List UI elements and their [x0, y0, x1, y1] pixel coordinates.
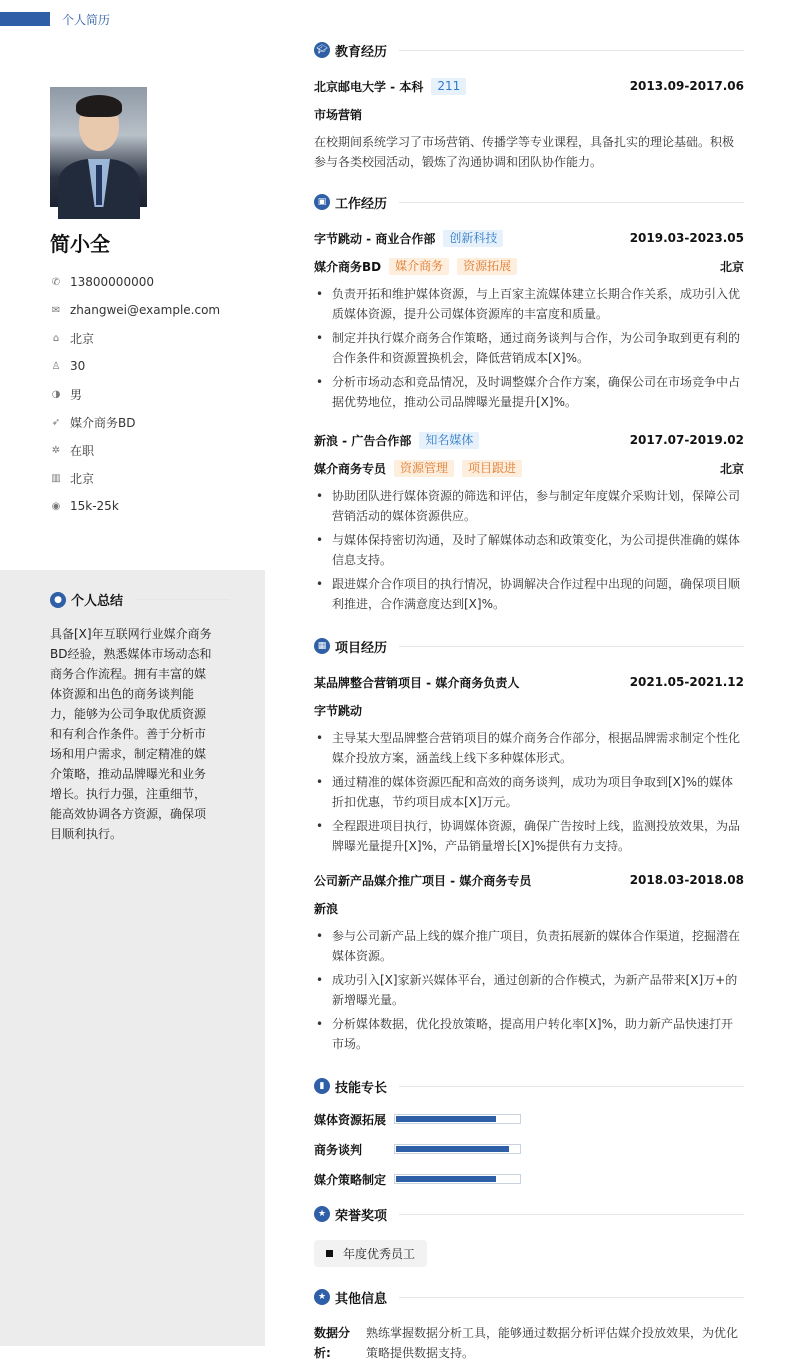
bullet-item: • 与媒体保持密切沟通，及时了解媒体动态和政策变化，为公司提供准确的媒体信息支持。: [314, 530, 744, 570]
city-icon: ▥: [51, 472, 61, 484]
project-org-line: [314, 898, 744, 918]
projects-title: 项目经历: [335, 640, 388, 656]
skill-bar-fill: [396, 1116, 496, 1122]
section-divider: [399, 646, 744, 647]
spacer: [314, 416, 744, 430]
section-divider: [399, 202, 744, 203]
summary-title: 个人总结: [71, 594, 124, 609]
bullet-item: • 跟进媒介合作项目的执行情况，协调解决合作过程中出现的问题，确保项目顺利推进，合作满意度达到[X]%。: [314, 574, 744, 614]
bar-chart-icon: ▮: [314, 1078, 330, 1094]
education-date: 2013.09-2017.06: [629, 79, 744, 93]
work-title: 工作经历: [335, 196, 388, 212]
skill-bar-fill: [396, 1176, 496, 1182]
project-org: 字节跳动: [314, 703, 363, 718]
work-city: 北京: [719, 461, 744, 476]
info-row: [50, 352, 260, 380]
award-name: 年度优秀员工: [343, 1247, 416, 1261]
work-role: 媒介商务BD: [314, 259, 382, 274]
info-value: 15k-25k: [70, 499, 119, 513]
section-divider: [399, 1086, 744, 1087]
skills-section-header: [314, 1076, 744, 1096]
bullet-item: • 全程跟进项目执行，协调媒体资源，确保广告按时上线，监测投放效果，为品牌曝光量提升[X]%，产品销量增长[X]%提供有力支持。: [314, 816, 744, 856]
award-icon: ★: [314, 1206, 330, 1222]
bullet-item: • 制定并执行媒介商务合作策略，通过商务谈判与合作，为公司争取到更有利的合作条件和资源置换机会，降低营销成本[X]%。: [314, 328, 744, 368]
work-list: [314, 212, 744, 614]
info-value: 北京: [70, 331, 95, 346]
profile-info-list: [50, 268, 260, 520]
summary-section-header: [50, 590, 230, 609]
work-entry-left: [314, 230, 503, 247]
avatar: [50, 87, 147, 207]
skill-bar: [394, 1174, 521, 1184]
section-divider: [399, 1297, 744, 1298]
info-row: [50, 380, 260, 408]
project-date: 2021.05-2021.12: [629, 675, 744, 689]
education-description: 在校期间系统学习了市场营销、传播学等专业课程，具备扎实的理论基础。积极参与各类校园活动，锻炼了沟通协调和团队协作能力。: [314, 135, 735, 169]
gender-icon: ◑: [51, 388, 61, 400]
project-org: 新浪: [314, 901, 339, 916]
bullet-item: • 负责开拓和维护媒体资源，与上百家主流媒体建立长期合作关系，成功引入优质媒体资源，提升公司媒体资源库的丰富度和质量。: [314, 284, 744, 324]
profile-name: 简小全: [50, 232, 110, 256]
section-divider: [399, 1214, 744, 1215]
graduation-cap-icon: 🎓︎: [314, 42, 330, 58]
spacer: [314, 450, 744, 458]
bullet-item: • 主导某大型品牌整合营销项目的媒介商务合作部分，根据品牌需求制定个性化媒介投放方案，涵盖线上线下多种媒体形式。: [314, 728, 744, 768]
projects-section-header: [314, 636, 744, 656]
bullet-item: • 分析市场动态和竞品情况，及时调整媒介合作方案，确保公司在市场竞争中占据优势地位，推动公司品牌曝光量提升[X]%。: [314, 372, 744, 412]
work-role-line: [314, 256, 744, 276]
home-icon: ⌂: [52, 332, 60, 344]
other-info-key: 数据分析:: [314, 1326, 351, 1360]
bullet-item: • 分析媒体数据，优化投放策略，提高用户转化率[X]%，助力新产品快速打开市场。: [314, 1014, 744, 1054]
work-role-left: [314, 258, 517, 275]
info-row: [50, 436, 260, 464]
section-divider: [135, 599, 230, 600]
education-major-line: [314, 104, 744, 124]
info-row: [50, 324, 260, 352]
other-info-value: 熟练掌握数据分析工具，能够通过数据分析评估媒介投放效果，为优化策略提供数据支持。: [366, 1326, 739, 1360]
awards-section-header: [314, 1204, 744, 1224]
project-entry-header: [314, 672, 744, 692]
bullet-item: • 成功引入[X]家新兴媒体平台，通过创新的合作模式，为新产品带来[X]万+的新增曝光量。: [314, 970, 744, 1010]
skill-bar: [394, 1114, 521, 1124]
square-bullet-icon: [326, 1250, 333, 1257]
grid-icon: ▦: [314, 638, 330, 654]
skill-bar: [394, 1144, 521, 1154]
section-divider: [399, 50, 744, 51]
status-icon: ✲: [51, 444, 61, 456]
skill-item: [314, 1104, 536, 1134]
info-row: [50, 296, 260, 324]
project-date: 2018.03-2018.08: [629, 873, 744, 887]
skill-name: 媒介策略制定: [314, 1172, 387, 1187]
info-row: [50, 492, 260, 520]
other-section-header: [314, 1287, 744, 1307]
role-tag: 媒介商务: [389, 258, 449, 275]
phone-icon: ✆: [51, 276, 61, 288]
age-icon: ♙: [51, 360, 61, 372]
company-tag: 创新科技: [443, 230, 503, 247]
role-tag: 资源拓展: [457, 258, 517, 275]
info-value: 30: [70, 359, 86, 373]
project-list: [314, 656, 744, 1054]
header-accent-bar: [0, 12, 50, 26]
bullet-item: • 协助团队进行媒体资源的筛选和评估，参与制定年度媒介采购计划，保障公司营销活动的媒体资源供应。: [314, 486, 744, 526]
salary-icon: ◉: [51, 500, 61, 512]
work-entry-left: [314, 432, 479, 449]
project-bullets: [314, 926, 744, 1054]
work-date: 2017.07-2019.02: [629, 433, 744, 447]
bullet-item: • 参与公司新产品上线的媒介推广项目，负责拓展新的媒体合作渠道，挖掘潜在媒体资源。: [314, 926, 744, 966]
work-entry-header: [314, 228, 744, 248]
info-value: 在职: [70, 443, 95, 458]
summary-text: 具备[X]年互联网行业媒介商务BD经验，熟悉媒体市场动态和商务合作流程。拥有丰富的媒体资源和出色的商务谈判能力，能够为公司争取优质资源和有利合作条件。善于分析市场和用户需求，制定精准的媒介策略，推动品牌曝光和业务增长。执行力强，注重细节，能高效协调各方资源，确保项目顺利执行。: [50, 627, 212, 841]
skill-name: 媒体资源拓展: [314, 1112, 387, 1127]
info-icon: ★: [314, 1289, 330, 1305]
company-name: 字节跳动 - 商业合作部: [314, 231, 436, 246]
info-value: zhangwei@example.com: [70, 303, 221, 317]
education-entry-header: [314, 76, 744, 96]
school-tag: 211: [431, 78, 466, 95]
spacer: [314, 276, 744, 284]
other-list: [314, 1323, 744, 1363]
other-info-row: [314, 1323, 744, 1363]
work-date: 2019.03-2023.05: [629, 231, 744, 245]
project-entry-header: [314, 870, 744, 890]
skills-list: [314, 1104, 744, 1194]
info-value: 北京: [70, 471, 95, 486]
user-icon: ●: [50, 592, 66, 608]
skills-title: 技能专长: [335, 1080, 388, 1096]
spacer: [314, 478, 744, 486]
info-row: [50, 268, 260, 296]
spacer: [314, 656, 744, 672]
work-role-line: [314, 458, 744, 478]
work-bullets: [314, 486, 744, 614]
spacer: [314, 248, 744, 256]
briefcase-icon: ▣: [314, 194, 330, 210]
project-name: 公司新产品媒介推广项目 - 媒介商务专员: [314, 873, 532, 888]
mail-icon: ✉: [51, 304, 61, 316]
skill-bar-fill: [396, 1146, 509, 1152]
award-badge: [314, 1240, 427, 1267]
project-bullets: [314, 728, 744, 856]
skill-item: [314, 1134, 536, 1164]
header-title: 个人简历: [62, 13, 111, 27]
role-tag: 项目跟进: [462, 460, 522, 477]
spacer: [314, 860, 744, 870]
info-row: [50, 408, 260, 436]
role-tag: 资源管理: [394, 460, 454, 477]
work-section-header: [314, 192, 744, 212]
spacer: [314, 720, 744, 728]
skill-item: [314, 1164, 536, 1194]
awards-title: 荣誉奖项: [335, 1208, 388, 1224]
bullet-item: • 通过精准的媒体资源匹配和高效的商务谈判，成功为项目争取到[X]%的媒体折扣优惠，节约项目成本[X]万元。: [314, 772, 744, 812]
spacer: [314, 692, 744, 700]
work-city: 北京: [719, 259, 744, 274]
info-value: 媒介商务BD: [70, 415, 136, 430]
spacer: [314, 890, 744, 898]
education-title: 教育经历: [335, 44, 388, 60]
info-row: [50, 464, 260, 492]
info-value: 13800000000: [70, 275, 154, 289]
info-value: 男: [70, 387, 83, 402]
company-name: 新浪 - 广告合作部: [314, 433, 412, 448]
other-title: 其他信息: [335, 1291, 388, 1307]
work-role: 媒介商务专员: [314, 461, 387, 476]
company-tag: 知名媒体: [419, 432, 479, 449]
education-major: 市场营销: [314, 107, 363, 122]
work-role-left: [314, 460, 522, 477]
work-bullets: [314, 284, 744, 412]
project-org-line: [314, 700, 744, 720]
project-name: 某品牌整合营销项目 - 媒介商务负责人: [314, 675, 520, 690]
position-icon: ➶: [51, 416, 61, 428]
skill-name: 商务谈判: [314, 1142, 363, 1157]
education-section-header: [314, 40, 744, 60]
school-name: 北京邮电大学 - 本科: [314, 79, 424, 94]
awards-list: [314, 1240, 744, 1267]
spacer: [314, 212, 744, 228]
spacer: [314, 918, 744, 926]
work-entry-header: [314, 430, 744, 450]
main-content: [314, 40, 744, 1363]
